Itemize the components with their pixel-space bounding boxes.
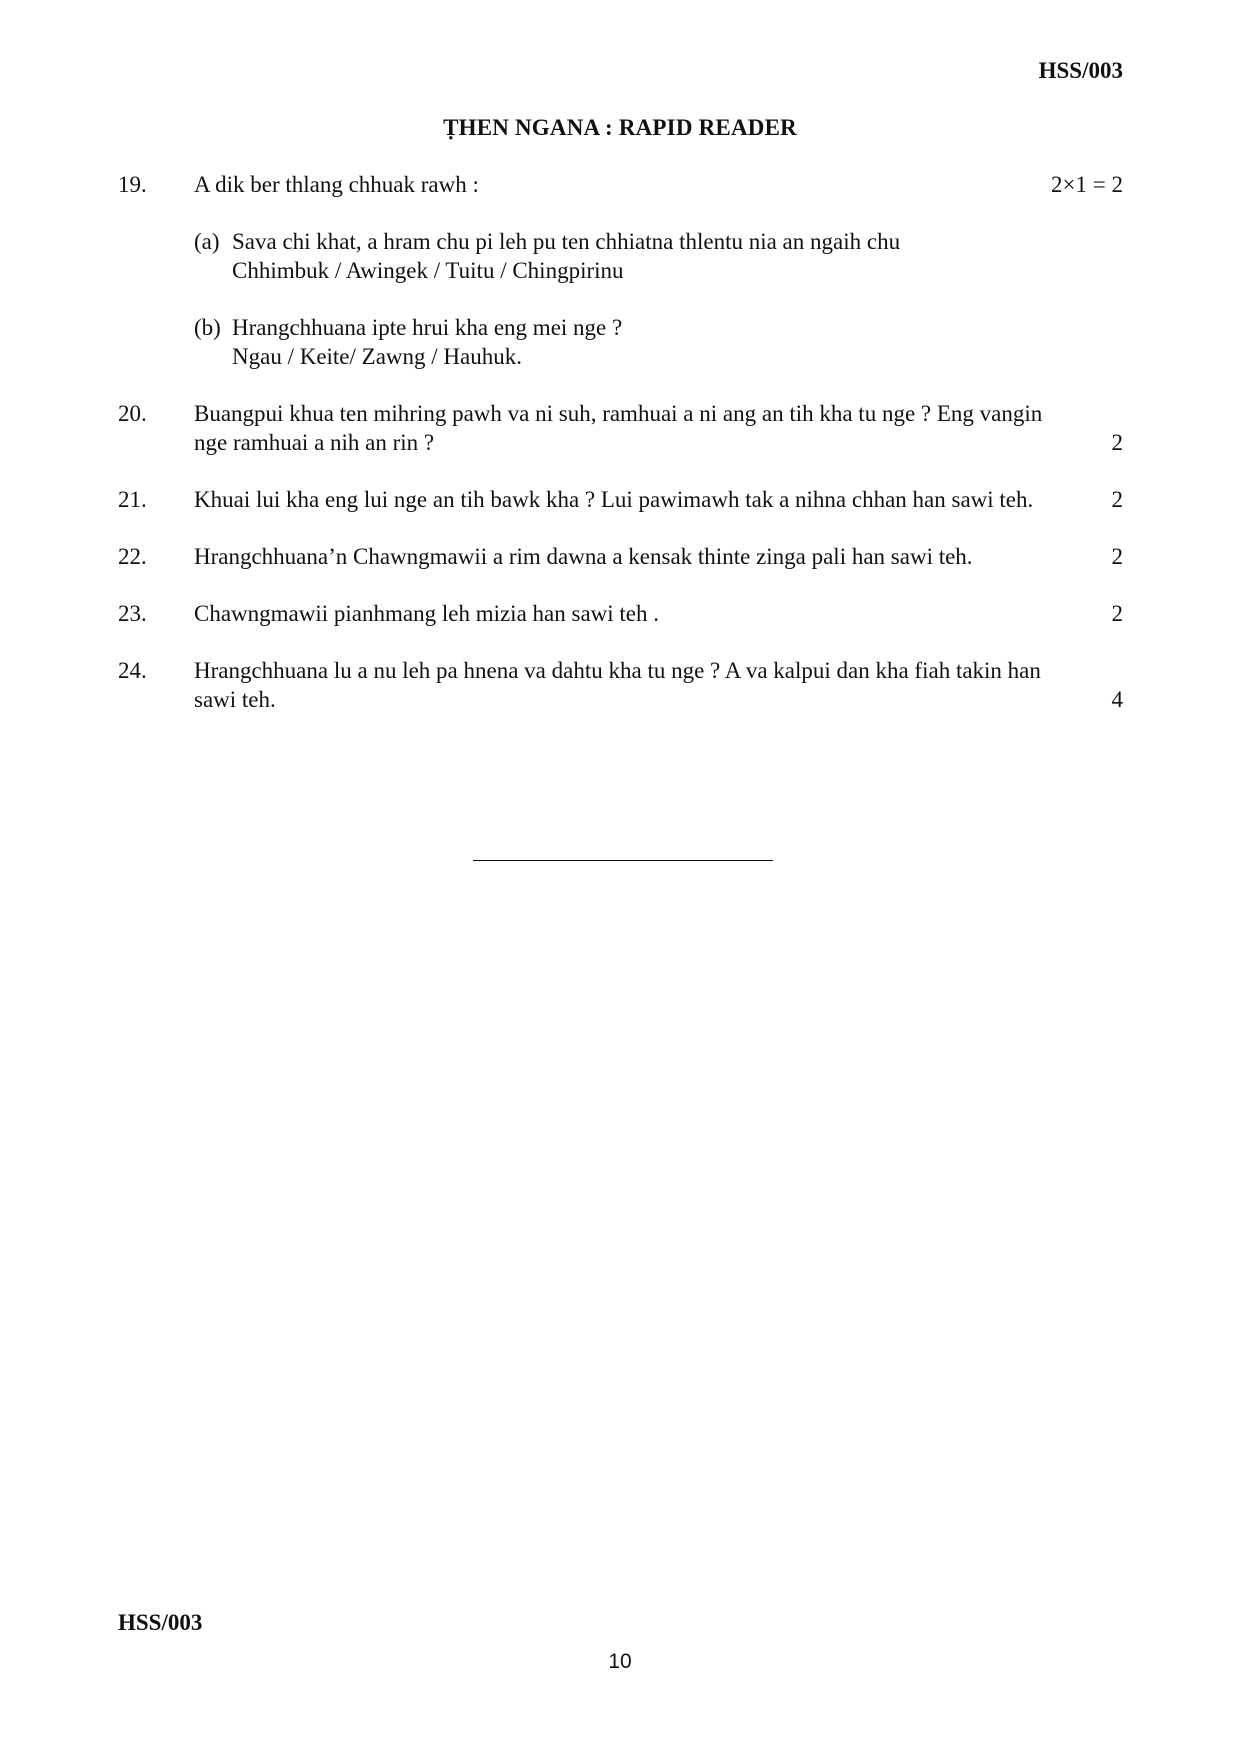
question-21 <box>118 485 1123 514</box>
subpart-question: Hrangchhuana ipte hrui kha eng mei nge ? <box>232 315 623 340</box>
question-text-line-2: nge ramhuai a nih an rin ? <box>194 430 435 455</box>
subpart-question: Sava chi khat, a hram chu pi leh pu ten chhiatna thlentu nia an ngaih chu <box>232 229 901 254</box>
question-number: 22. <box>118 544 147 569</box>
question-line <box>194 485 1123 514</box>
question-marks: 2 <box>1111 430 1123 455</box>
question-23 <box>118 599 1123 628</box>
page-number: 10 <box>608 1650 632 1673</box>
subpart-label: (b) <box>194 315 221 340</box>
question-text-line-1: Buangpui khua ten mihring pawh va ni suh, ramhuai a ni ang an tih kha tu nge ? Eng vangin <box>194 401 1043 426</box>
question-text-line-2: sawi teh. <box>194 687 276 712</box>
section-title: ṬHEN NGANA : RAPID READER <box>443 115 797 140</box>
question-marks: 2 <box>1111 544 1123 569</box>
question-24 <box>118 656 1123 714</box>
subpart-b <box>194 313 1123 371</box>
question-body <box>194 170 1123 371</box>
question-marks: 2 <box>1111 601 1123 626</box>
question-line <box>194 599 1123 628</box>
paper-code-footer: HSS/003 <box>118 1610 203 1635</box>
subpart-text <box>232 313 1123 371</box>
question-marks: 2 <box>1111 487 1123 512</box>
subpart-a <box>194 227 1123 285</box>
question-text: A dik ber thlang chhuak rawh : <box>194 172 479 197</box>
question-body <box>194 542 1123 571</box>
question-text: Hrangchhuana’n Chawngmawii a rim dawna a kensak thinte zinga pali han sawi teh. <box>194 544 973 569</box>
question-line <box>194 170 1123 199</box>
question-body <box>194 599 1123 628</box>
subpart-options: Chhimbuk / Awingek / Tuitu / Chingpirinu <box>232 258 624 283</box>
question-number: 23. <box>118 601 147 626</box>
question-number: 24. <box>118 658 147 683</box>
paper-code-header: HSS/003 <box>1038 58 1123 83</box>
question-20 <box>118 399 1123 457</box>
end-of-section-rule <box>473 860 773 861</box>
subpart-text <box>232 227 1123 285</box>
question-marks: 4 <box>1111 687 1123 712</box>
question-number: 19. <box>118 172 147 197</box>
question-19 <box>118 170 1123 371</box>
question-text: Khuai lui kha eng lui nge an tih bawk kha ? Lui pawimawh tak a nihna chhan han sawi teh. <box>194 487 1034 512</box>
question-line <box>194 542 1123 571</box>
question-body <box>194 656 1123 714</box>
question-marks: 2×1 = 2 <box>1051 172 1123 197</box>
question-number: 21. <box>118 487 147 512</box>
question-number: 20. <box>118 401 147 426</box>
question-body <box>194 485 1123 514</box>
question-22 <box>118 542 1123 571</box>
subpart-options: Ngau / Keite/ Zawng / Hauhuk. <box>232 344 522 369</box>
question-text: Chawngmawii pianhmang leh mizia han sawi teh . <box>194 601 659 626</box>
question-line <box>194 428 1123 457</box>
question-line <box>194 685 1123 714</box>
question-list <box>118 170 1123 742</box>
question-body <box>194 399 1123 457</box>
question-text-line-1: Hrangchhuana lu a nu leh pa hnena va dahtu kha tu nge ? A va kalpui dan kha fiah takin han <box>194 658 1041 683</box>
subpart-label: (a) <box>194 229 220 254</box>
